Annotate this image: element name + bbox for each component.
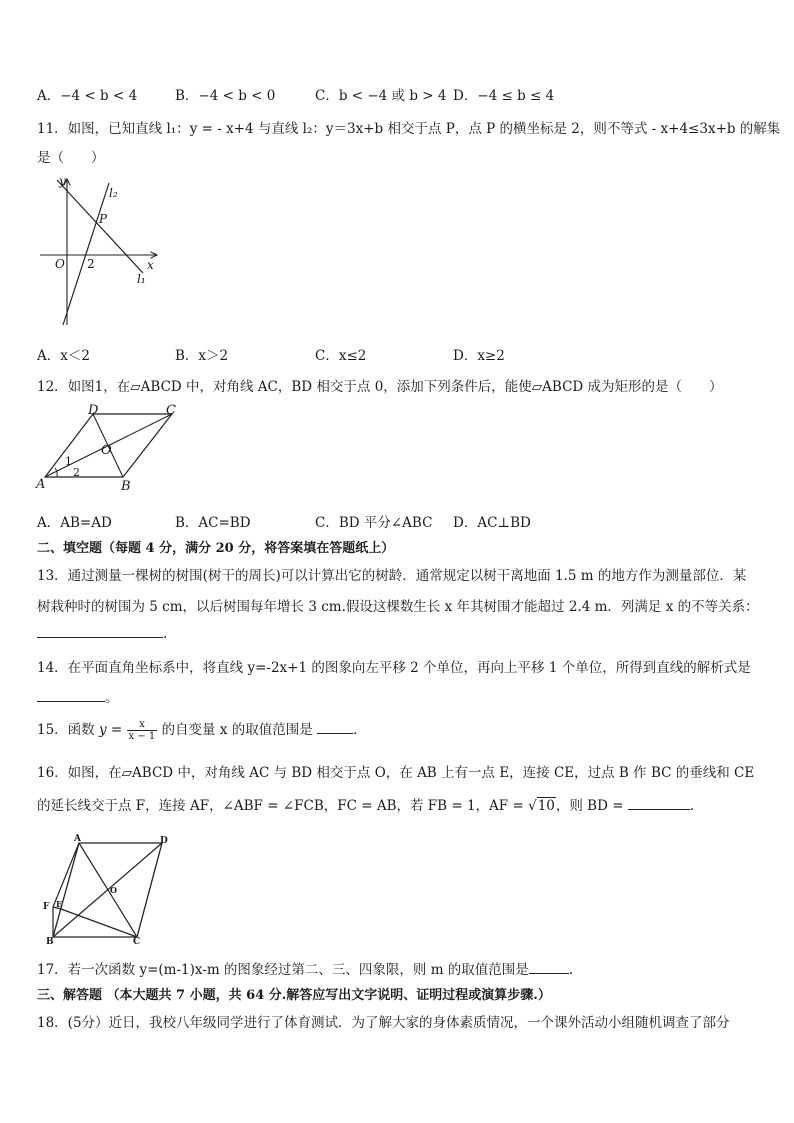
q17-stem <box>37 958 573 978</box>
q11-line-l2 <box>63 183 109 325</box>
q15-denominator: x − 1 <box>128 731 156 742</box>
q16-label-e: E <box>56 899 63 909</box>
q11-option-a: A．x＜2 <box>37 348 90 364</box>
q12-label-c: C <box>166 403 176 418</box>
q12-stem: 12．如图1，在▱ABCD 中，对角线 AC，BD 相交于点 0，添加下列条件后，能使▱ABCD 成为矩形的是（ ） <box>37 379 723 395</box>
q16-label-b: B <box>46 937 54 947</box>
q16-stem-line2 <box>37 794 694 814</box>
section3-heading: 三、解答题 （本大题共 7 小题，共 64 分.解答应写出文字说明、证明过程或演算步骤.） <box>37 988 551 1003</box>
q10-option-b: B．−4 < b < 0 <box>175 88 276 104</box>
q16-figure <box>40 833 175 948</box>
q11-figure <box>35 175 165 325</box>
q18-stem-line1: 18．(5分）近日，我校八年级同学进行了体育测试．为了解大家的身体素质情况，一个课外活动小组随机调查了部分 <box>37 1015 730 1031</box>
q11-stem-line2: 是（ ） <box>37 150 105 166</box>
q16-label-o: O <box>110 885 117 895</box>
q15-numerator: x <box>127 719 158 731</box>
q12-label-b: B <box>121 479 131 494</box>
q17-tail: . <box>568 962 574 978</box>
q12-label-2: 2 <box>73 466 80 479</box>
q14-answer-blank[interactable] <box>37 687 105 702</box>
q13-answer-row <box>37 623 167 642</box>
q12-label-d: D <box>88 403 99 418</box>
q11-stem-line1: 11．如图，已知直线 l₁：y = - x+4 与直线 l₂：y＝3x+b 相交于点 P，点 P 的横坐标是 2，则不等式 - x+4≤3x+b 的解集 <box>37 121 781 137</box>
q11-label-origin: O <box>55 257 65 271</box>
q11-line-l1 <box>57 180 143 273</box>
q16-label-d: D <box>160 836 168 846</box>
q11-option-d: D．x≥2 <box>453 348 505 364</box>
q12-option-d: D．AC⊥BD <box>453 515 531 531</box>
q16-sqrt: √10 <box>528 798 555 814</box>
q16-tail: . <box>689 798 695 814</box>
q12-label-a: A <box>36 477 46 492</box>
q11-label-2: 2 <box>87 257 95 271</box>
q12-label-1: 1 <box>65 455 72 468</box>
q11-label-p: P <box>99 212 108 226</box>
q12-option-b: B．AC=BD <box>175 515 251 531</box>
q11-option-c: C．x≤2 <box>315 348 367 364</box>
q11-label-l2: l₂ <box>109 186 118 200</box>
q16-sqrt-value: 10 <box>537 798 555 814</box>
q10-option-d: D．−4 ≤ b ≤ 4 <box>453 88 555 104</box>
q16-line2-a: 的延长线交于点 F，连接 AF，∠ABF = ∠FCB，FC = AB，若 FB = 1，AF = <box>37 798 524 814</box>
q15-stem <box>37 718 367 742</box>
q12-label-o: O <box>101 443 112 458</box>
q14-tail: 。 <box>105 690 119 706</box>
q11-label-y: y <box>59 174 66 188</box>
q15-suffix: 的自变量 x 的取值范围是 <box>161 722 313 738</box>
q16-label-f: F <box>43 902 50 912</box>
q13-answer-blank[interactable] <box>37 623 163 638</box>
q12-figure <box>35 402 185 492</box>
q16-diagonal-bd <box>53 843 162 937</box>
q10-option-a: A．−4 < b < 4 <box>37 88 138 104</box>
q12-option-a: A．AB=AD <box>37 515 112 531</box>
q15-fraction <box>127 719 158 742</box>
q13-tail: . <box>163 626 168 642</box>
q15-answer-blank[interactable] <box>317 719 353 734</box>
q16-label-a: A <box>74 834 81 844</box>
q14-answer-row <box>37 686 119 706</box>
q11-label-l1: l₁ <box>137 272 146 286</box>
q16-answer-blank[interactable] <box>628 795 690 810</box>
q11-option-b: B．x＞2 <box>175 348 229 364</box>
q15-prefix: 15．函数 <box>37 722 95 738</box>
q11-label-x: x <box>147 258 154 272</box>
q17-text: 17．若一次函数 y=(m-1)x-m 的图象经过第二、三、四象限，则 m 的取值范围是 <box>37 962 529 978</box>
q15-lhs: y = <box>98 722 123 738</box>
q15-tail: ． <box>353 722 367 738</box>
q13-stem-line2: 树栽种时的树围为 5 cm，以后树围每年增长 3 cm.假设这棵数生长 x 年其树围才能超过 2.4 m．列满足 x 的不等关系： <box>37 599 759 615</box>
q13-stem-line1: 13．通过测量一棵树的树围(树干的周长)可以计算出它的树龄．通常规定以树干离地面 1.5 m 的地方作为测量部位．某 <box>37 568 747 584</box>
q12-angle-mark <box>55 468 57 477</box>
q17-answer-blank[interactable] <box>529 959 569 974</box>
q16-segment-ce <box>61 909 137 937</box>
q16-stem-line1: 16．如图，在▱ABCD 中，对角线 AC 与 BD 相交于点 O，在 AB 上有一点 E，连接 CE，过点 B 作 BC 的垂线和 CE <box>37 765 755 781</box>
q16-label-c: C <box>133 937 141 947</box>
q10-option-c: C．b < −4 或 b > 4 <box>315 88 447 104</box>
q16-line2-b: ，则 BD = <box>555 798 624 814</box>
q12-option-c: C．BD 平分∠ABC <box>315 515 433 531</box>
q16-segment-af <box>53 843 79 907</box>
q14-stem: 14．在平面直角坐标系中，将直线 y=-2x+1 的图象向左平移 2 个单位，再向上平移 1 个单位，所得到直线的解析式是 <box>37 660 751 676</box>
section2-heading: 二、填空题（每题 4 分，满分 20 分，将答案填在答题纸上） <box>37 541 395 556</box>
